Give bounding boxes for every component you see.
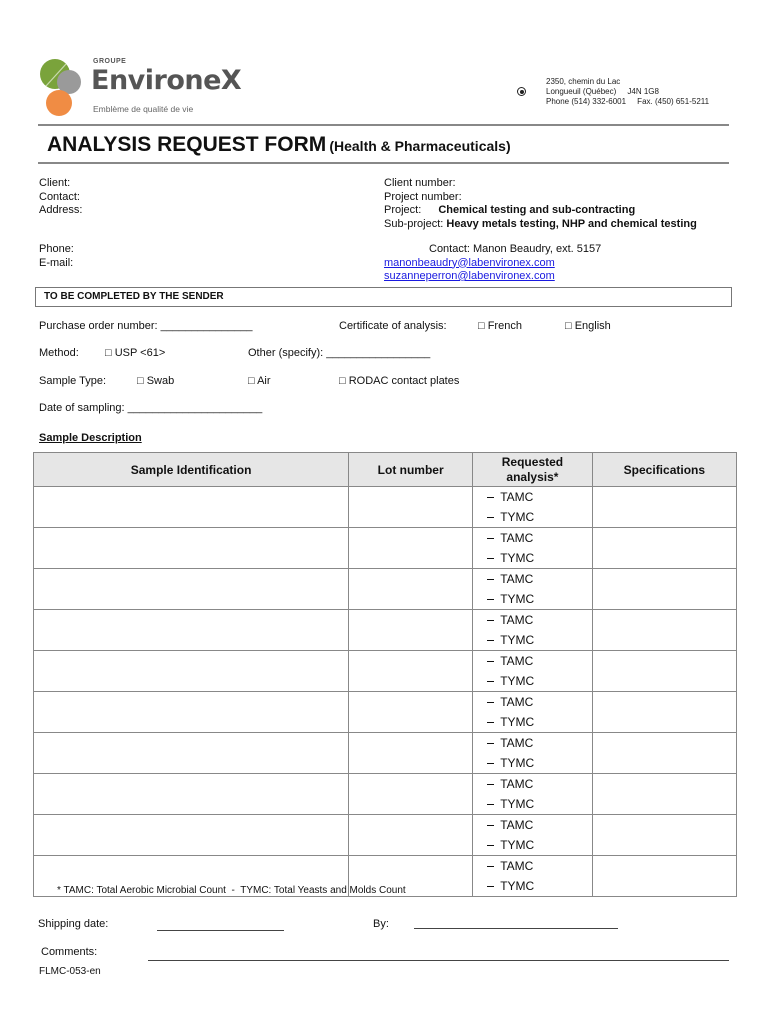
comments-line[interactable] bbox=[148, 960, 729, 961]
analysis-option[interactable] bbox=[487, 774, 592, 794]
requested-analysis-cell bbox=[473, 487, 593, 528]
table-row bbox=[34, 569, 737, 610]
requested-analysis-cell bbox=[473, 856, 593, 897]
table-header-row bbox=[34, 453, 737, 487]
analysis-checkbox[interactable] bbox=[487, 722, 494, 723]
title-bottom-rule bbox=[38, 162, 729, 164]
client-contact-info bbox=[39, 243, 74, 270]
requested-analysis-cell bbox=[473, 610, 593, 651]
analysis-label: TAMC bbox=[500, 777, 534, 791]
sample-identification-cell[interactable] bbox=[34, 815, 349, 856]
contact-label: Contact: bbox=[39, 190, 80, 203]
analysis-option[interactable] bbox=[487, 876, 592, 896]
analysis-label: TAMC bbox=[500, 572, 534, 586]
certificate-label: Certificate of analysis: bbox=[339, 320, 447, 332]
title-top-rule bbox=[38, 124, 729, 126]
table-row bbox=[34, 815, 737, 856]
sender-section-header: TO BE COMPLETED BY THE SENDER bbox=[35, 287, 732, 307]
usp-checkbox[interactable]: □ USP <61> bbox=[105, 347, 166, 359]
analysis-option[interactable] bbox=[487, 548, 592, 568]
analysis-label: TAMC bbox=[500, 490, 534, 504]
requested-analysis-cell bbox=[473, 733, 593, 774]
analysis-checkbox[interactable] bbox=[487, 825, 494, 826]
address-line-3: Phone (514) 332-6001 Fax. (450) 651-5211 bbox=[546, 97, 710, 106]
specifications-cell[interactable] bbox=[592, 815, 736, 856]
project-value: Chemical testing and sub-contracting bbox=[438, 204, 636, 216]
analysis-label: TYMC bbox=[500, 715, 535, 729]
analysis-option[interactable] bbox=[487, 651, 592, 671]
requested-analysis-cell bbox=[473, 815, 593, 856]
method-label: Method: bbox=[39, 347, 79, 359]
logo-name: EnvironeX bbox=[91, 65, 242, 96]
analysis-checkbox[interactable] bbox=[487, 517, 494, 518]
address-bullet-icon bbox=[517, 87, 526, 96]
analysis-checkbox[interactable] bbox=[487, 681, 494, 682]
analysis-checkbox[interactable] bbox=[487, 784, 494, 785]
lab-email-1[interactable]: manonbeaudry@labenvironex.com bbox=[384, 256, 555, 269]
analysis-checkbox[interactable] bbox=[487, 599, 494, 600]
lot-number-cell[interactable] bbox=[349, 569, 473, 610]
analysis-checkbox[interactable] bbox=[487, 845, 494, 846]
analysis-checkbox[interactable] bbox=[487, 661, 494, 662]
english-checkbox[interactable]: □ English bbox=[565, 320, 611, 332]
page-title-row bbox=[47, 133, 511, 157]
address-label: Address: bbox=[39, 204, 83, 216]
table-row bbox=[34, 651, 737, 692]
project-row bbox=[384, 204, 697, 218]
table-row bbox=[34, 774, 737, 815]
po-number-field[interactable]: Purchase order number: _______________ bbox=[39, 320, 253, 332]
address-line-1: 2350, chemin du Lac bbox=[546, 77, 621, 86]
requested-analysis-cell bbox=[473, 569, 593, 610]
requested-analysis-cell bbox=[473, 651, 593, 692]
logo-groupe: GROUPE bbox=[93, 58, 127, 65]
analysis-checkbox[interactable] bbox=[487, 804, 494, 805]
analysis-option[interactable] bbox=[487, 712, 592, 732]
analysis-checkbox[interactable] bbox=[487, 763, 494, 764]
project-number-label: Project number: bbox=[384, 190, 462, 203]
lab-contact bbox=[384, 243, 601, 284]
analysis-checkbox[interactable] bbox=[487, 743, 494, 744]
address-line-2: Longueuil (Québec) J4N 1G8 bbox=[546, 87, 659, 96]
specifications-cell[interactable] bbox=[592, 733, 736, 774]
analysis-option[interactable] bbox=[487, 610, 592, 630]
col-specifications: Specifications bbox=[592, 453, 736, 487]
address-block bbox=[546, 77, 746, 107]
analysis-checkbox[interactable] bbox=[487, 558, 494, 559]
table-row bbox=[34, 733, 737, 774]
client-label: Client: bbox=[39, 177, 71, 189]
shipping-date-label: Shipping date: bbox=[38, 918, 109, 930]
phone-label: Phone: bbox=[39, 243, 74, 255]
requested-analysis-cell bbox=[473, 692, 593, 733]
analysis-label: TYMC bbox=[500, 551, 535, 565]
specifications-cell[interactable] bbox=[592, 856, 736, 897]
email-label: E-mail: bbox=[39, 256, 74, 269]
analysis-checkbox[interactable] bbox=[487, 640, 494, 641]
lot-number-cell[interactable] bbox=[349, 692, 473, 733]
specifications-cell[interactable] bbox=[592, 774, 736, 815]
analysis-label: TAMC bbox=[500, 613, 534, 627]
analysis-checkbox[interactable] bbox=[487, 538, 494, 539]
sample-description-heading: Sample Description bbox=[39, 432, 142, 444]
sample-identification-cell[interactable] bbox=[34, 610, 349, 651]
analysis-checkbox[interactable] bbox=[487, 886, 494, 887]
sample-identification-cell[interactable] bbox=[34, 774, 349, 815]
lot-number-cell[interactable] bbox=[349, 487, 473, 528]
analysis-label: TAMC bbox=[500, 859, 534, 873]
analysis-option[interactable] bbox=[487, 528, 592, 548]
lab-contact-name: Contact: Manon Beaudry, ext. 5157 bbox=[429, 243, 602, 255]
analysis-label: TYMC bbox=[500, 797, 535, 811]
by-label: By: bbox=[373, 918, 389, 930]
analysis-label: TYMC bbox=[500, 674, 535, 688]
other-method-field[interactable]: Other (specify): _________________ bbox=[248, 347, 431, 359]
lot-number-cell[interactable] bbox=[349, 815, 473, 856]
client-info bbox=[39, 177, 82, 218]
analysis-checkbox[interactable] bbox=[487, 497, 494, 498]
table-row bbox=[34, 487, 737, 528]
col-requested-analysis-label: Requested analysis* bbox=[501, 454, 564, 484]
analysis-option[interactable] bbox=[487, 835, 592, 855]
specifications-cell[interactable] bbox=[592, 610, 736, 651]
analysis-option[interactable] bbox=[487, 733, 592, 753]
specifications-cell[interactable] bbox=[592, 651, 736, 692]
analysis-option[interactable] bbox=[487, 507, 592, 527]
col-sample-identification: Sample Identification bbox=[34, 453, 349, 487]
page-subtitle: (Health & Pharmaceuticals) bbox=[329, 138, 511, 154]
analysis-option[interactable] bbox=[487, 487, 592, 507]
analysis-label: TYMC bbox=[500, 756, 535, 770]
table-row bbox=[34, 528, 737, 569]
analysis-option[interactable] bbox=[487, 569, 592, 589]
subproject-row bbox=[384, 218, 697, 232]
lot-number-cell[interactable] bbox=[349, 733, 473, 774]
table-row bbox=[34, 692, 737, 733]
analysis-option[interactable] bbox=[487, 630, 592, 650]
analysis-label: TYMC bbox=[500, 879, 535, 893]
analysis-label: TAMC bbox=[500, 695, 534, 709]
analysis-option[interactable] bbox=[487, 753, 592, 773]
project-label: Project: bbox=[384, 204, 422, 216]
analysis-option[interactable] bbox=[487, 692, 592, 712]
air-checkbox[interactable]: □ Air bbox=[248, 375, 271, 387]
specifications-cell[interactable] bbox=[592, 528, 736, 569]
lot-number-cell[interactable] bbox=[349, 528, 473, 569]
analysis-label: TYMC bbox=[500, 633, 535, 647]
subproject-label: Sub-project: bbox=[384, 217, 444, 230]
specifications-cell[interactable] bbox=[592, 569, 736, 610]
col-lot-number: Lot number bbox=[349, 453, 473, 487]
sample-identification-cell[interactable] bbox=[34, 692, 349, 733]
analysis-option[interactable] bbox=[487, 589, 592, 609]
analysis-checkbox[interactable] bbox=[487, 866, 494, 867]
rodac-checkbox[interactable]: □ RODAC contact plates bbox=[339, 375, 460, 387]
sample-identification-cell[interactable] bbox=[34, 528, 349, 569]
sample-identification-cell[interactable] bbox=[34, 569, 349, 610]
specifications-cell[interactable] bbox=[592, 692, 736, 733]
col-requested-analysis bbox=[473, 453, 593, 487]
analysis-checkbox[interactable] bbox=[487, 620, 494, 621]
analysis-option[interactable] bbox=[487, 856, 592, 876]
company-logo bbox=[38, 56, 242, 120]
comments-label: Comments: bbox=[41, 946, 98, 958]
project-info bbox=[384, 177, 697, 231]
page-title: ANALYSIS REQUEST FORM bbox=[47, 133, 327, 156]
french-checkbox[interactable]: □ French bbox=[478, 320, 522, 332]
analysis-checkbox[interactable] bbox=[487, 702, 494, 703]
table-row bbox=[34, 610, 737, 651]
analysis-label: TAMC bbox=[500, 654, 534, 668]
swab-checkbox[interactable]: □ Swab bbox=[137, 375, 175, 387]
analysis-label: TAMC bbox=[500, 818, 534, 832]
analysis-label: TAMC bbox=[500, 531, 534, 545]
sample-identification-cell[interactable] bbox=[34, 733, 349, 774]
sample-table bbox=[33, 452, 737, 897]
shipping-date-line[interactable] bbox=[157, 930, 284, 931]
date-of-sampling-field[interactable]: Date of sampling: ______________________ bbox=[39, 402, 263, 414]
analysis-label: TYMC bbox=[500, 510, 535, 524]
footnote: * TAMC: Total Aerobic Microbial Count - TYMC: Total Yeasts and Molds Count bbox=[57, 885, 406, 896]
lot-number-cell[interactable] bbox=[349, 651, 473, 692]
logo-circles-icon bbox=[38, 56, 86, 120]
analysis-label: TYMC bbox=[500, 592, 535, 606]
sample-identification-cell[interactable] bbox=[34, 651, 349, 692]
client-number-label: Client number: bbox=[384, 177, 456, 189]
sample-identification-cell[interactable] bbox=[34, 487, 349, 528]
lot-number-cell[interactable] bbox=[349, 774, 473, 815]
logo-tagline: Emblème de qualité de vie bbox=[93, 104, 194, 114]
analysis-option[interactable] bbox=[487, 815, 592, 835]
analysis-option[interactable] bbox=[487, 671, 592, 691]
subproject-value: Heavy metals testing, NHP and chemical testing bbox=[446, 217, 697, 230]
requested-analysis-cell bbox=[473, 774, 593, 815]
requested-analysis-cell bbox=[473, 528, 593, 569]
analysis-option[interactable] bbox=[487, 794, 592, 814]
lab-email-2[interactable]: suzanneperron@labenvironex.com bbox=[384, 270, 555, 282]
form-code: FLMC-053-en bbox=[39, 966, 101, 977]
lot-number-cell[interactable] bbox=[349, 610, 473, 651]
sample-type-label: Sample Type: bbox=[39, 375, 107, 387]
analysis-label: TAMC bbox=[500, 736, 534, 750]
by-line[interactable] bbox=[414, 928, 618, 929]
specifications-cell[interactable] bbox=[592, 487, 736, 528]
analysis-label: TYMC bbox=[500, 838, 535, 852]
analysis-checkbox[interactable] bbox=[487, 579, 494, 580]
